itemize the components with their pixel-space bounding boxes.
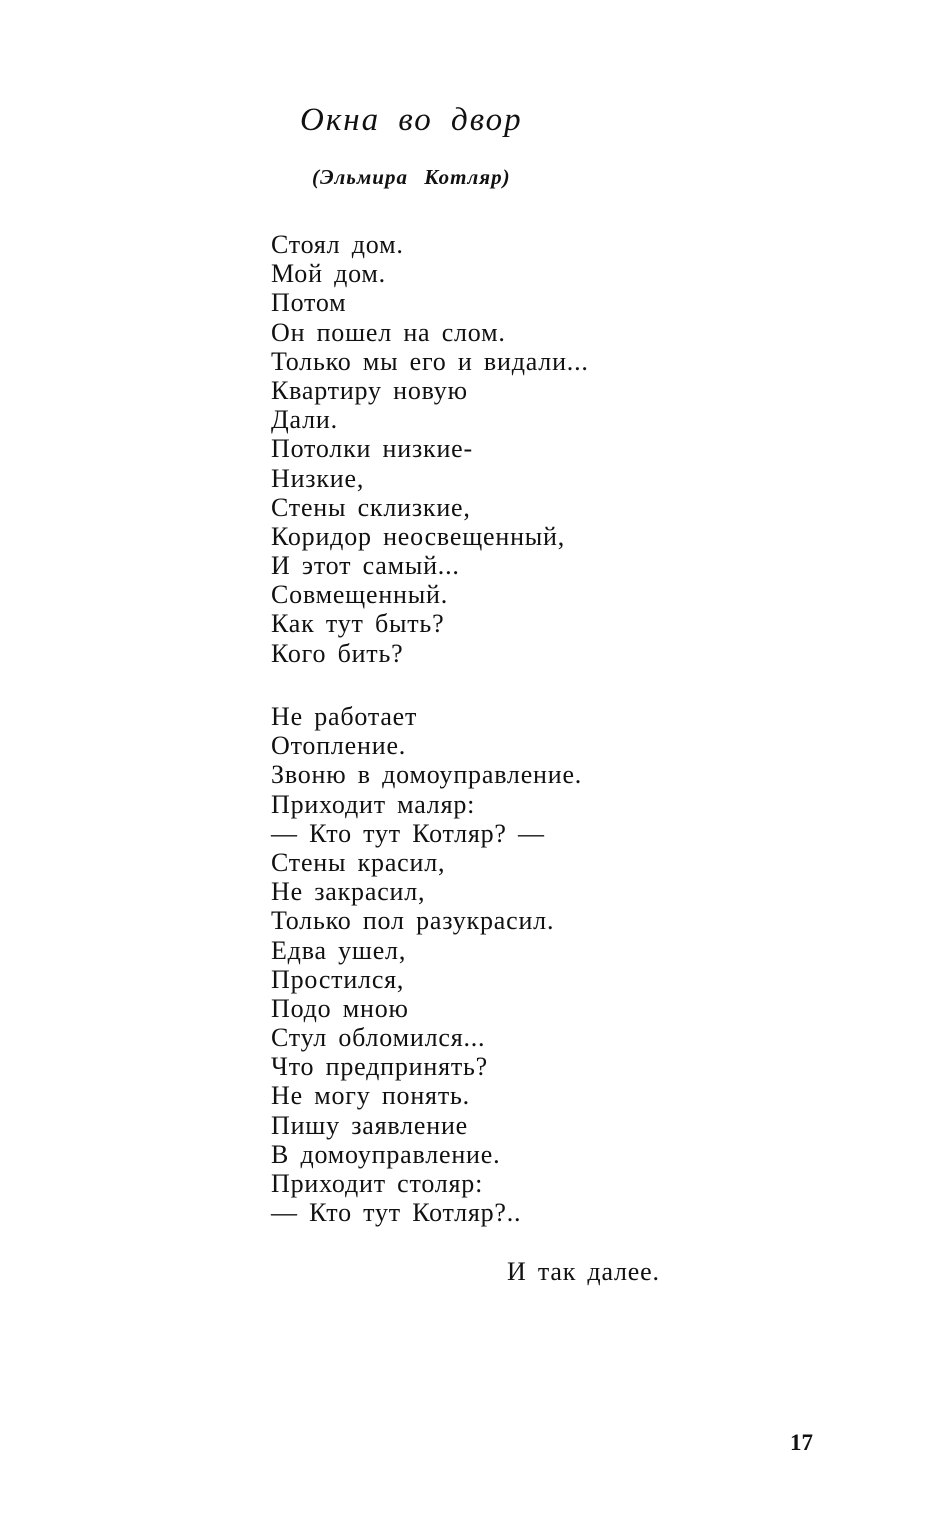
poem-line: Кого бить?: [271, 638, 404, 668]
poem-line: Совмещенный.: [271, 580, 449, 610]
poem-line: Что предпринять?: [271, 1052, 489, 1082]
poem-line: Звоню в домоуправление.: [271, 760, 583, 790]
poem-line: В домоуправление.: [271, 1139, 501, 1169]
poem-line: Не закрасил,: [271, 877, 426, 907]
poem-line: Только пол разукрасил.: [271, 906, 555, 936]
poem-line: Коридор неосвещенный,: [271, 521, 566, 551]
poem-line: Приходит маляр:: [271, 789, 476, 819]
poem-line: Как тут быть?: [271, 609, 445, 639]
poem-line: Простился,: [271, 964, 405, 994]
poem-line: Стоял дом.: [271, 230, 404, 259]
poem-line: Только мы его и видали...: [271, 346, 589, 376]
poem-line: — Кто тут Котляр? —: [271, 818, 545, 848]
poem-line: Стены красил,: [271, 847, 446, 877]
poem-line: И этот самый...: [271, 551, 460, 581]
poem-line: Дали.: [271, 405, 338, 435]
poem-line: Стул обломился...: [271, 1023, 486, 1053]
poem-line: — Кто тут Котляр?..: [271, 1198, 522, 1228]
poem-line: Низкие,: [271, 463, 365, 493]
poem-line: Пишу заявление: [271, 1110, 468, 1140]
poem-line: Не могу понять.: [271, 1081, 470, 1111]
poem-line: Едва ушел,: [271, 935, 407, 965]
stanza-2: [271, 702, 582, 1227]
poem-closing-line: И так далее.: [507, 1257, 660, 1286]
poem-line: Не работает: [271, 702, 418, 731]
poem-line: Потом: [271, 288, 347, 318]
poem-line: Приходит столяр:: [271, 1169, 484, 1198]
poem-line: Подо мною: [271, 993, 409, 1023]
poem-line: Потолки низкие-: [271, 434, 473, 464]
poem-line: Отопление.: [271, 731, 407, 761]
poem-line: Мой дом.: [271, 259, 386, 289]
poem-line: Квартиру новую: [271, 375, 468, 405]
stanza-1: [271, 230, 589, 668]
poem-title: Окна во двор: [300, 102, 523, 138]
poem-author: (Эльмира Котляр): [312, 165, 511, 189]
poem-line: Стены склизкие,: [271, 492, 471, 522]
poem-line: Он пошел на слом.: [271, 317, 506, 347]
page-number: 17: [790, 1430, 813, 1455]
